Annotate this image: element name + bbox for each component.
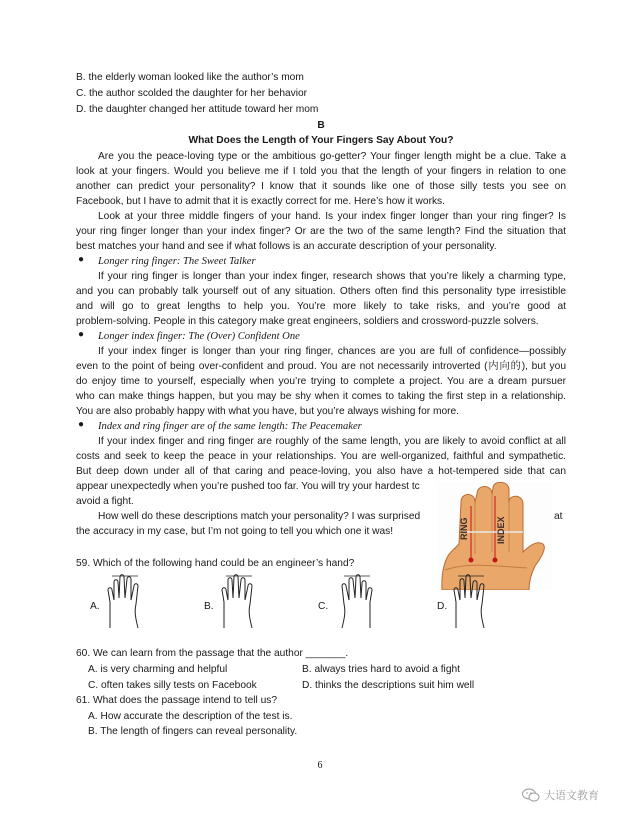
p1-line-3: another can predict your personality? I know that it sounds like one of those silly tests you see on <box>76 181 566 192</box>
p5-line-2: costs and seek to keep the peace in your relationships. You are well-organized, faithful and sympathetic. <box>76 451 566 462</box>
page-number: 6 <box>317 760 323 771</box>
p5-line-1: If your index finger and ring finger are roughly of the same length, you are likely to avoid conflict at all <box>98 436 566 447</box>
p3-line-1: If your ring finger is longer than your index finger, research shows that you’re likely a charming type, <box>98 271 566 282</box>
p4-line-5: You are also probably happy with what you have, but you’re always wishing for more. <box>76 406 460 417</box>
question-60: 60. We can learn from the passage that the author _______. <box>76 648 349 659</box>
prev-option-b: B. the elderly woman looked like the author’s mom <box>76 72 304 83</box>
ring-label: RING <box>459 517 469 540</box>
index-label: INDEX <box>496 516 506 544</box>
prev-option-c: C. the author scolded the daughter for her behavior <box>76 88 308 99</box>
p6-line-1-end: at <box>554 511 563 522</box>
p4-line-4: who can make things happen, but you may be shy when it comes to taking the first step in a relationship. <box>76 391 566 402</box>
p1-line-2: look at your fingers. Would you believe me if I told you that the length of your fingers in relation to one <box>76 166 566 177</box>
bullet-icon: ● <box>78 254 85 265</box>
prev-option-d: D. the daughter changed her attitude toward her mom <box>76 104 319 115</box>
p2-line-2: your ring finger longer than your index finger? Or are the two of the same length? Find the situation that <box>76 226 566 237</box>
p3-line-2: and you can probably talk yourself out of any situation. Others often find this personality type irresistible <box>76 286 566 297</box>
watermark-text: 大语文教育 <box>544 790 599 802</box>
heading-confident-one: Longer index finger: The (Over) Confident One <box>98 331 300 342</box>
q60-option-d[interactable]: D. thinks the descriptions suit him well <box>302 680 475 691</box>
q59-option-a-label[interactable]: A. <box>90 601 100 612</box>
hand-icon[interactable] <box>218 572 262 628</box>
heading-sweet-talker: Longer ring finger: The Sweet Talker <box>98 256 256 267</box>
p2-line-3: best matches your hand and see if what follows is an accurate description of your personality. <box>76 241 497 252</box>
p6-line-1: How well do these descriptions match your personality? I was surprised <box>98 511 421 522</box>
p5-line-5: avoid a fight. <box>76 496 134 507</box>
p2-line-1: Look at your three middle fingers of your hand. Is your index finger longer than your ring finger? Is <box>98 211 566 222</box>
p4-line-3: do enjoy time to yourself, especially when you’re trying to complete a project. You are a dream pursuer <box>76 376 566 387</box>
q60-option-a[interactable]: A. is very charming and helpful <box>88 664 228 675</box>
hand-icon[interactable] <box>332 572 376 628</box>
p6-line-2: the accuracy in my case, but I’m not going to tell you which one it was! <box>76 526 394 537</box>
q59-option-b-label[interactable]: B. <box>204 601 214 612</box>
p3-line-4: problem-solving. People in this category make great engineers, soldiers and crossword-puzzle solvers. <box>76 316 539 327</box>
q60-option-c[interactable]: C. often takes silly tests on Facebook <box>88 680 257 691</box>
hand-icon[interactable] <box>450 572 494 628</box>
bullet-icon: ● <box>78 419 85 430</box>
p4-line-2: even to the point of being over-confident and proud. You are not necessarily introverted (内向的), but you <box>76 361 566 372</box>
q60-option-b[interactable]: B. always tries hard to avoid a fight <box>302 664 460 675</box>
section-letter: B <box>317 120 325 131</box>
wechat-icon <box>522 788 540 802</box>
passage-title: What Does the Length of Your Fingers Say About You? <box>188 135 454 146</box>
p1-line-4: Facebook, but I have to admit that it is exactly correct for me. Here’s how it works. <box>76 196 445 207</box>
p4-line-1: If your index finger is longer than your ring finger, chances are you are full of confidence—possibly <box>98 346 566 357</box>
hand-icon[interactable] <box>104 572 148 628</box>
q59-option-c-label[interactable]: C. <box>318 601 329 612</box>
heading-peacemaker: Index and ring finger are of the same length: The Peacemaker <box>98 421 362 432</box>
p3-line-3: and will go to great lengths to help you. You’re more likely to take risks, and you’re good at <box>76 301 566 312</box>
watermark <box>522 787 599 803</box>
q61-option-a[interactable]: A. How accurate the description of the test is. <box>88 711 293 722</box>
bullet-icon: ● <box>78 329 85 340</box>
q61-option-b[interactable]: B. The length of fingers can reveal personality. <box>88 726 298 737</box>
p5-line-4: appear unexpectedly when you’re pushed too far. You will try your hardest tc <box>76 481 420 492</box>
q59-option-d-label[interactable]: D. <box>437 601 448 612</box>
p5-line-3: But deep down under all of that caring and peace-loving, you also have a hot-tempered side that can <box>76 466 566 477</box>
question-61: 61. What does the passage intend to tell us? <box>76 695 278 706</box>
p1-line-1: Are you the peace-loving type or the ambitious go-getter? Your finger length might be a clue. Take a <box>98 151 566 162</box>
question-59: 59. Which of the following hand could be an engineer’s hand? <box>76 558 355 569</box>
